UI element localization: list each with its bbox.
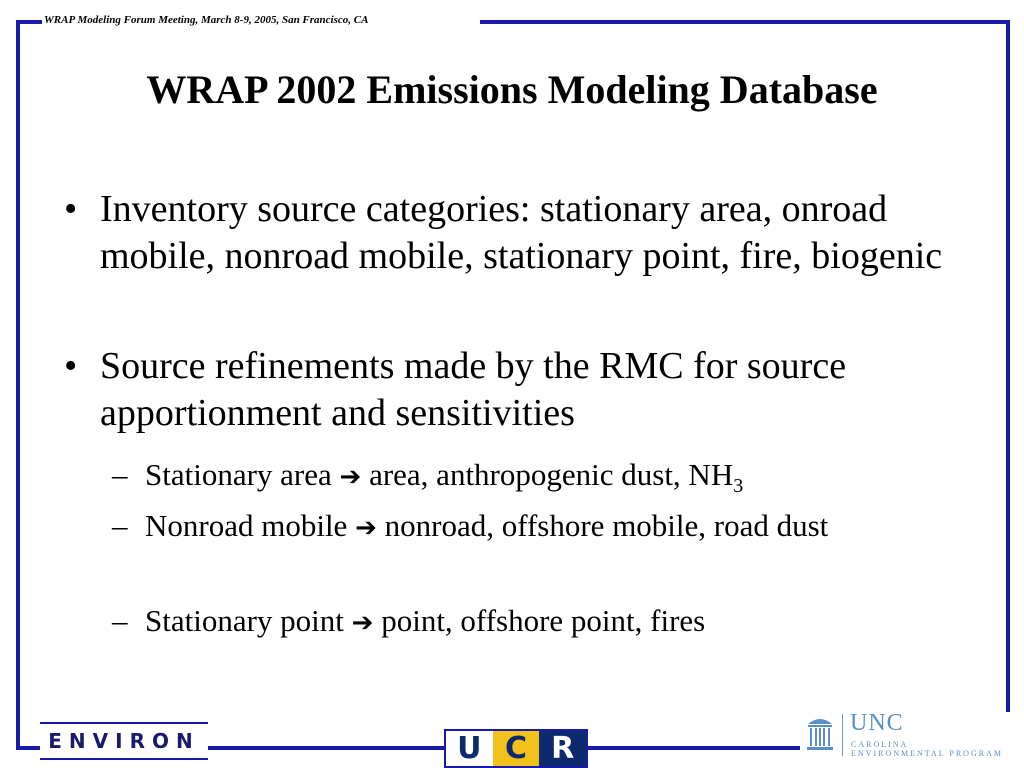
- ucr-logo: [444, 729, 588, 768]
- environ-logo: [40, 722, 208, 760]
- subscript: 3: [733, 475, 744, 498]
- slide-title: WRAP 2002 Emissions Modeling Database: [146, 67, 878, 112]
- source-from: Stationary point: [145, 603, 344, 638]
- sub-bullet-dash: –: [112, 457, 128, 492]
- environ-logo-text: ENVIRON: [48, 729, 200, 753]
- sub-bullet-text: [145, 601, 972, 643]
- bullet-item: [64, 343, 964, 437]
- ucr-letter-r: R: [539, 731, 586, 766]
- sub-bullet-text: [145, 506, 972, 548]
- source-from: Stationary area: [145, 457, 332, 492]
- bullet-text: Source refinements made by the RMC for source apportionment and sensitivities: [100, 345, 847, 434]
- bullet-dot: •: [64, 188, 78, 230]
- source-to: area, anthropogenic dust, NH: [369, 457, 734, 492]
- frame-top-right: [480, 20, 1010, 24]
- frame-left: [16, 20, 20, 750]
- source-to: point, offshore point, fires: [381, 603, 706, 638]
- sub-bullet-item: [112, 506, 972, 548]
- frame-bottom-left: [16, 746, 40, 750]
- ucr-letter-u: U: [446, 731, 493, 766]
- old-well-icon: [806, 714, 834, 752]
- meeting-header: WRAP Modeling Forum Meeting, March 8-9, 2005, San Francisco, CA: [42, 14, 372, 26]
- bullet-item: [64, 186, 964, 280]
- sub-bullet-dash: –: [112, 508, 128, 543]
- unc-name: UNC: [850, 710, 904, 736]
- frame-bottom-mid-right: [588, 746, 800, 750]
- source-to: nonroad, offshore mobile, road dust: [384, 508, 829, 543]
- unc-sub-line-2: ENVIRONMENTAL PROGRAM: [851, 749, 1003, 758]
- unc-sub-line-1: CAROLINA: [851, 740, 909, 749]
- sub-bullet-item: [112, 455, 972, 497]
- frame-bottom-mid-left: [208, 746, 444, 750]
- sub-bullet-item: [112, 601, 972, 643]
- sub-bullet-dash: –: [112, 603, 128, 638]
- ucr-letter-c: C: [493, 731, 540, 766]
- sub-bullet-text: [145, 455, 972, 497]
- frame-right: [1006, 20, 1010, 750]
- bullet-text: Inventory source categories: stationary area, onroad mobile, nonroad mobile, stationary point, fire, biogenic: [100, 188, 943, 277]
- right-arrow-icon: ➔: [351, 608, 374, 638]
- bullet-dot: •: [64, 345, 78, 387]
- unc-logo: [800, 712, 1012, 760]
- right-arrow-icon: ➔: [339, 462, 362, 492]
- source-from: Nonroad mobile: [145, 508, 348, 543]
- right-arrow-icon: ➔: [355, 513, 377, 543]
- unc-divider: [842, 714, 843, 756]
